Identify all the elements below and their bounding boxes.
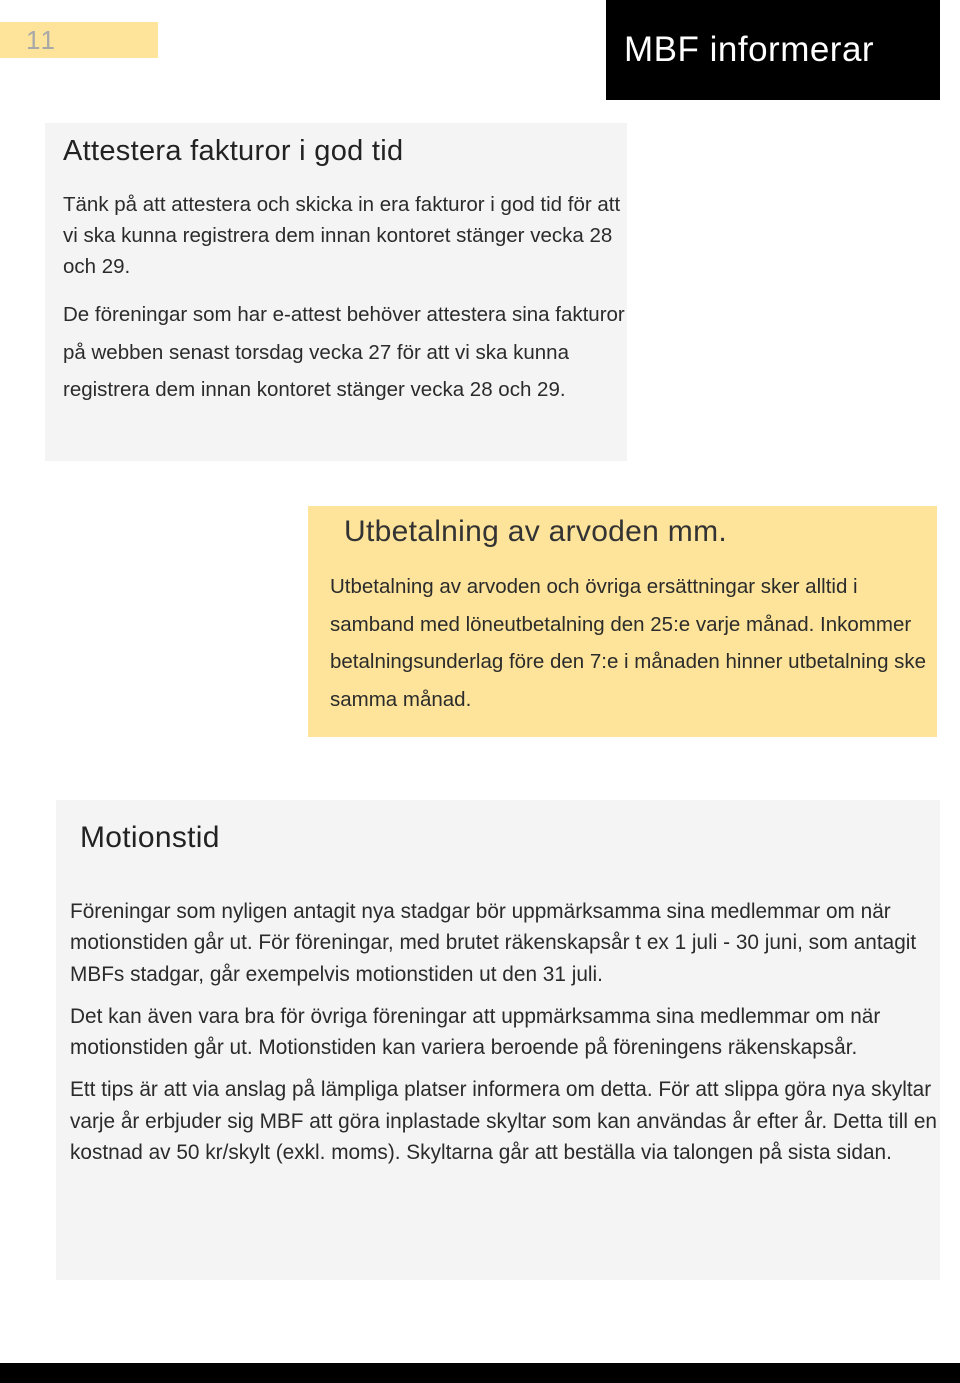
masthead-title: MBF informerar <box>606 0 940 100</box>
section-paragraph: De föreningar som har e-attest behöver attestera sina fakturor på webben senast torsdag vecka 27 för att vi ska kunna registrera dem innan kontoret stänger vecka 28 och 29. <box>63 303 625 401</box>
section-attestera <box>45 123 627 461</box>
bottom-bar <box>0 1363 960 1383</box>
section-paragraph: Ett tips är att via anslag på lämpliga platser informera om detta. För att slippa göra nya skyltar varje år erbjuder sig MBF att göra inplastade skyltar som kan användas år efter år. Detta till en kostnad av 50 kr/skylt (exkl. moms). Skyltarna går att beställa via talongen på sista sidan. <box>70 1078 937 1165</box>
section-paragraph: Föreningar som nyligen antagit nya stadgar bör uppmärksamma sina medlemmar om när motionstiden går ut. För föreningar, med brutet räkenskapsår t ex 1 juli - 30 juni, som antagit MBFs stadgar, går exempelvis motionstiden ut den 31 juli. <box>70 900 917 986</box>
section-utbetalning <box>308 506 937 737</box>
section-paragraph: Tänk på att attestera och skicka in era fakturor i god tid för att vi ska kunna registrera dem innan kontoret stänger vecka 28 och 29. <box>63 193 621 278</box>
section-title: Utbetalning av arvoden mm. <box>344 515 727 548</box>
section-title: Attestera fakturor i god tid <box>63 135 404 167</box>
page-number: 11 <box>0 22 158 58</box>
section-title: Motionstid <box>80 821 220 854</box>
section-motionstid <box>56 800 940 1280</box>
section-paragraph: Utbetalning av arvoden och övriga ersättningar sker alltid i samband med löneutbetalning den 25:e varje månad. Inkommer betalningsunderlag före den 7:e i månaden hinner utbetalning ske samma månad. <box>330 575 927 711</box>
section-paragraph: Det kan även vara bra för övriga föreningar att uppmärksamma sina medlemmar om när motionstiden går ut. Motionstiden kan variera beroende på föreningens räkenskapsår. <box>70 1004 881 1060</box>
